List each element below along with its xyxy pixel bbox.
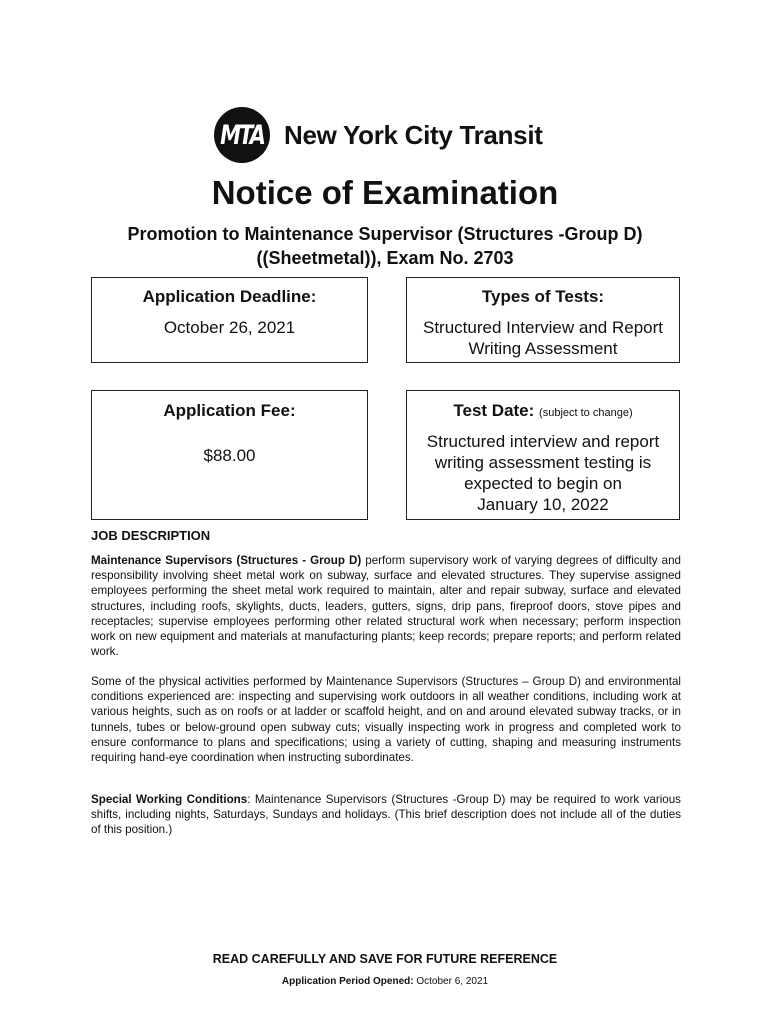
types-of-tests-box bbox=[406, 277, 680, 363]
role-name-lead: Maintenance Supervisors (Structures - Group D) bbox=[91, 554, 362, 567]
test-date-value bbox=[407, 431, 679, 515]
test-date-line-1: Structured interview and report bbox=[426, 432, 660, 451]
test-date-label: Test Date: bbox=[453, 401, 535, 420]
header-logo bbox=[214, 106, 543, 164]
fee-value: $88.00 bbox=[203, 446, 256, 465]
special-conditions-text: : Maintenance Supervisors (Structures -Group D) may be required to work various shifts, including nights, Saturdays, Sundays and holidays. (This brief description does not include all of the duties of this position.) bbox=[91, 793, 681, 837]
tests-value bbox=[407, 317, 679, 359]
physical-activities-text: Some of the physical activities performed by Maintenance Supervisors (Structures – Group D) and environmental conditions experienced are: inspecting and supervising work outdoors in all weather conditions, including work at various heights, such as on roofs or at ladder or scaffold height, and on and around elevated subway tracks, or in tunnels, tubes or below-ground open subway cuts; visually inspecting work in progress and completed work to ensure conformance to plans and specifications; using a variety of cutting, shaping and measuring instruments requiring hand-eye coordination when instructing subordinates. bbox=[91, 675, 681, 765]
special-conditions-lead: Special Working Conditions bbox=[91, 793, 248, 806]
application-deadline-box bbox=[91, 277, 368, 363]
application-fee-box bbox=[91, 390, 368, 520]
test-date-line-2: writing assessment testing is bbox=[434, 453, 652, 472]
tests-value-line-1: Structured Interview and Report bbox=[422, 318, 663, 337]
footer-notice: READ CAREFULLY AND SAVE FOR FUTURE REFERENCE bbox=[212, 952, 558, 966]
subtitle-line-1: Promotion to Maintenance Supervisor (Structures -Group D) bbox=[127, 224, 643, 244]
test-date-line-3: expected to begin on bbox=[464, 474, 622, 493]
application-period bbox=[0, 976, 770, 987]
physical-activities-paragraph bbox=[91, 674, 681, 765]
job-description-heading: JOB DESCRIPTION bbox=[91, 528, 211, 543]
deadline-label: Application Deadline: bbox=[142, 287, 317, 306]
agency-name: New York City Transit bbox=[284, 119, 543, 150]
test-date-line-4: January 10, 2022 bbox=[477, 495, 609, 514]
mta-logo-icon bbox=[214, 107, 270, 163]
test-date-note: (subject to change) bbox=[539, 407, 633, 419]
special-conditions-paragraph bbox=[91, 792, 681, 838]
test-date-heading bbox=[407, 401, 679, 421]
exam-subtitle bbox=[80, 222, 690, 270]
period-label: Application Period Opened: bbox=[281, 976, 414, 987]
duties-text: perform supervisory work of varying degrees of difficulty and responsibility involving sheet metal work on subway, surface and elevated structures. They supervise assigned employees performing the sheet metal work required to maintain, alter and repair subway, surface and elevated structures, including roofs, skylights, ducts, leaders, gutters, signs, drip pans, fireproof doors, stove pipes and receptacles; supervise employees performing other related structural work when necessary; perform inspection work on new equipment and materials at manufacturing plants; keep records; prepare reports; and perform related work. bbox=[91, 554, 682, 659]
tests-label: Types of Tests: bbox=[481, 287, 605, 306]
period-value: October 6, 2021 bbox=[413, 976, 489, 987]
fee-label: Application Fee: bbox=[163, 401, 296, 420]
job-description-paragraph bbox=[91, 553, 681, 659]
tests-value-line-2: Writing Assessment bbox=[468, 339, 618, 358]
subtitle-line-2: ((Sheetmetal)), Exam No. 2703 bbox=[256, 248, 514, 268]
page-title: Notice of Examination bbox=[211, 174, 559, 211]
deadline-value: October 26, 2021 bbox=[163, 318, 296, 337]
mta-logo-text: MTA bbox=[220, 120, 264, 150]
test-date-box bbox=[406, 390, 680, 520]
